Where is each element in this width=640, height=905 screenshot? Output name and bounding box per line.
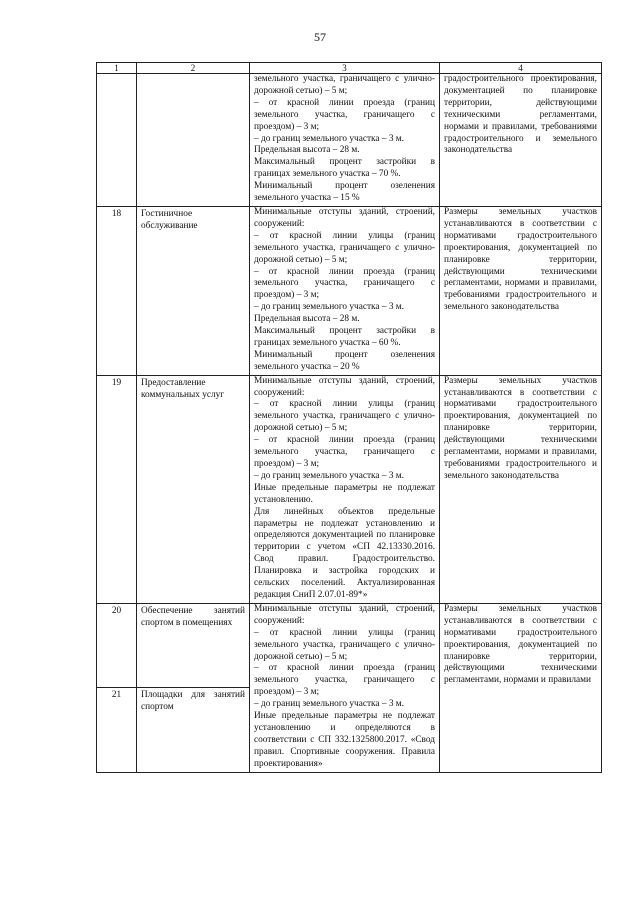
param-line: – до границ земельного участка – 3 м. <box>254 470 404 481</box>
cell-parameters <box>250 74 440 207</box>
table-row-continuation <box>97 74 602 207</box>
param-line: – от красной линии улицы (границ земельного участка, граничащего с улично-дорожной сетью) – 5 м; <box>254 399 435 434</box>
cell-requirements: Размеры земельных участков устанавливаются в соответствии с нормативами градостроительного проектирования, документацией по планировке территории, действующими техническими регламентами, нормами и правилами, требованиями градостроительного и земельного законодательства <box>440 206 602 375</box>
param-line: – до границ земельного участка – 3 м. <box>254 133 404 144</box>
cell-num: 21 <box>97 688 137 772</box>
param-line: Максимальный процент застройки в границах земельного участка – 60 %. <box>254 326 435 348</box>
table-row <box>97 603 602 687</box>
cell-name: Обеспечение занятий спортом в помещениях <box>137 603 250 687</box>
param-line: Минимальные отступы зданий, строений, сооружений: <box>254 603 435 626</box>
cell-parameters <box>250 603 440 772</box>
param-line: Предельная высота – 28 м. <box>254 145 360 156</box>
param-line: Предельная высота – 28 м. <box>254 314 360 325</box>
param-line: Минимальный процент озеленения земельного участка – 15 % <box>254 181 435 204</box>
cell-parameters <box>250 375 440 603</box>
cell-num: 18 <box>97 206 137 375</box>
param-line: Минимальные отступы зданий, строений, сооружений: <box>254 206 435 229</box>
param-line: Минимальный процент озеленения земельного участка – 20 % <box>254 349 435 372</box>
cell-requirements: градостроительного проектирования, документацией по планировке территории, действующими техническими регламентами, нормами и правилами, требованиями градостроительного и земельного законодательства <box>440 74 602 207</box>
header-col-4: 4 <box>440 63 602 74</box>
param-line: – от красной линии проезда (границ земельного участка, граничащего с проездом) – 3 м; <box>254 97 435 132</box>
page-number: 57 <box>314 30 326 44</box>
regulations-table <box>96 62 602 773</box>
param-line: – от красной линии улицы (границ земельного участка, граничащего с улично-дорожной сетью) – 5 м; <box>254 230 435 265</box>
table-row <box>97 375 602 603</box>
param-line: – до границ земельного участка – 3 м. <box>254 699 404 710</box>
param-line: Максимальный процент застройки в границах земельного участка – 70 %. <box>254 157 435 180</box>
param-line: Иные предельные параметры не подлежат установлению. <box>254 482 435 505</box>
cell-name <box>137 74 250 207</box>
cell-name: Площадки для занятий спортом <box>137 688 250 772</box>
cell-num <box>97 74 137 207</box>
param-line: земельного участка, граничащего с улично-дорожной сетью) – 5 м; <box>254 74 435 96</box>
param-line: – до границ земельного участка – 3 м. <box>254 302 404 313</box>
cell-name: Предоставление коммунальных услуг <box>137 375 250 603</box>
header-col-3: 3 <box>250 63 440 74</box>
cell-num: 20 <box>97 603 137 687</box>
param-line: Минимальные отступы зданий, строений, сооружений: <box>254 375 435 398</box>
header-col-1: 1 <box>97 63 137 74</box>
cell-parameters <box>250 206 440 375</box>
table-header-row <box>97 63 602 74</box>
header-col-2: 2 <box>137 63 250 74</box>
cell-num: 19 <box>97 375 137 603</box>
param-line: – от красной линии проезда (границ земельного участка, граничащего с проездом) – 3 м; <box>254 435 435 469</box>
param-line: Иные предельные параметры не подлежат установлению и определяются в соответствии с СП 332.1325800.2017. «Свод правил. Спортивные сооружения. Правила проектирования» <box>254 711 435 769</box>
cell-requirements: Размеры земельных участков устанавливаются в соответствии с нормативами градостроительного проектирования, документацией по планировке территории, действующими техническими регламентами, нормами и правилами <box>440 603 602 772</box>
param-line: – от красной линии улицы (границ земельного участка, граничащего с улично-дорожной сетью) – 5 м; <box>254 627 435 662</box>
cell-name: Гостиничное обслуживание <box>137 206 250 375</box>
cell-requirements: Размеры земельных участков устанавливаются в соответствии с нормативами градостроительного проектирования, документацией по планировке территории, действующими техническими регламентами, нормами и правилами, требованиями градостроительного и земельного законодательства <box>440 375 602 603</box>
param-line: – от красной линии проезда (границ земельного участка, граничащего с проездом) – 3 м; <box>254 663 435 698</box>
param-line: Для линейных объектов предельные параметры не подлежат установлению и определяются документацией по планировке территории с учетом «СП 42.13330.2016. Свод правил. Градостроительство. Планировка и застройка городских и сельских поселений. Актуализированная редакция СниП 2.07.01-89*» <box>254 506 435 600</box>
table-row <box>97 206 602 375</box>
param-line: – от красной линии проезда (границ земельного участка, граничащего с проездом) – 3 м; <box>254 266 435 301</box>
